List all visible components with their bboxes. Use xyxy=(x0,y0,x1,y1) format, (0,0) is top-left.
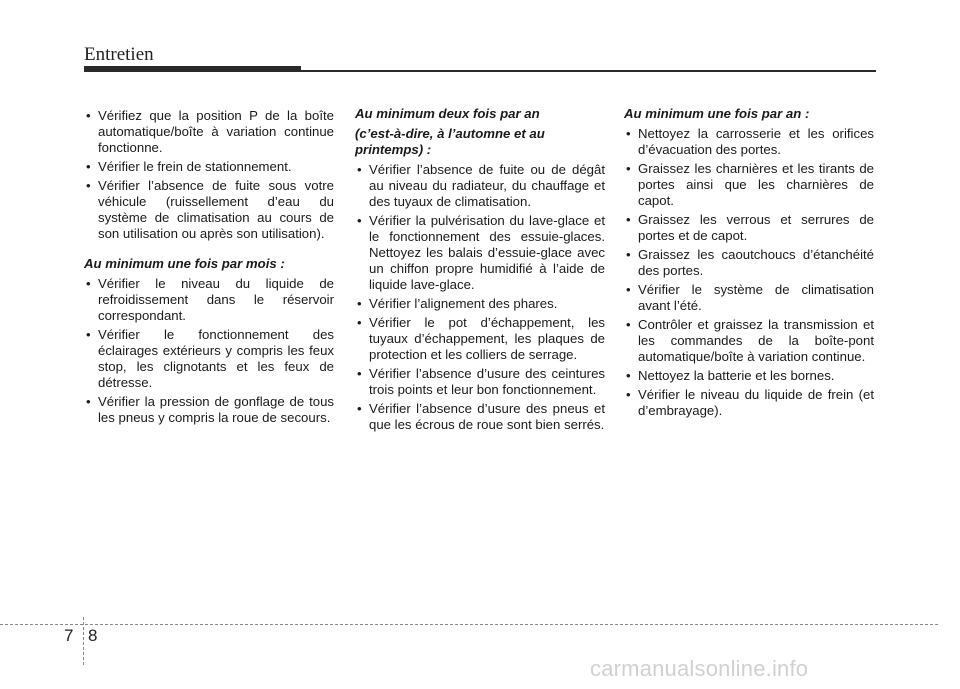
list-item: • Vérifier le niveau du liquide de frein (et d’embrayage). xyxy=(624,387,874,419)
list-item: • Nettoyez la batterie et les bornes. xyxy=(624,368,874,384)
list-item: • Vérifier le pot d’échappement, les tuyaux d’échappement, les plaques de protection et les colliers de serrage. xyxy=(355,315,605,363)
list-item: • Nettoyez la carrosserie et les orifices d’évacuation des portes. xyxy=(624,126,874,158)
list-item: • Contrôler et graissez la transmission et les commandes de la boîte-pont automatique/boîte à variation continue. xyxy=(624,317,874,365)
list-item: • Vérifier le système de climatisation avant l’été. xyxy=(624,282,874,314)
chapter-number: 7 xyxy=(64,626,74,645)
list-item: • Vérifier la pulvérisation du lave-glace et le fonctionnement des essuie-glaces. Nettoyez les balais d’essuie-glace avec un chiffon propre humidifié à l’aide de liquide lave-glace. xyxy=(355,213,605,293)
list-item: • Vérifier le fonctionnement des éclairages extérieurs y compris les feux stop, les clignotants et les feux de détresse. xyxy=(84,327,334,391)
header-rule-thick xyxy=(84,66,301,72)
bullet-list xyxy=(355,162,605,433)
header-rule-thin xyxy=(301,70,876,72)
column-1 xyxy=(84,108,334,429)
list-item: • Vérifiez que la position P de la boîte automatique/boîte à variation continue fonctionne. xyxy=(84,108,334,156)
section-heading-yearly: Au minimum une fois par an : xyxy=(624,106,810,121)
page-title: Entretien xyxy=(84,44,154,65)
list-item: • Vérifier le frein de stationnement. xyxy=(84,159,334,175)
list-item: • Graissez les caoutchoucs d’étanchéité des portes. xyxy=(624,247,874,279)
list-item: • Vérifier l’alignement des phares. xyxy=(355,296,605,312)
heading-line: (c’est-à-dire, à l’automne et au printemps) : xyxy=(355,126,545,157)
list-item: • Vérifier la pression de gonflage de tous les pneus y compris la roue de secours. xyxy=(84,394,334,426)
list-item: • Vérifier l’absence d’usure des pneus et que les écrous de roue sont bien serrés. xyxy=(355,401,605,433)
list-item: • Vérifier l’absence de fuite sous votre véhicule (ruissellement d’eau du système de climatisation au cours de son utilisation ou après son utilisation). xyxy=(84,178,334,242)
section-heading-twice-yearly xyxy=(355,106,605,158)
bullet-list xyxy=(84,108,334,242)
column-2 xyxy=(355,106,605,436)
column-3 xyxy=(624,106,874,422)
list-item: • Vérifier l’absence d’usure des ceintures trois points et leur bon fonctionnement. xyxy=(355,366,605,398)
list-item: • Vérifier le niveau du liquide de refroidissement dans le réservoir correspondant. xyxy=(84,276,334,324)
section-heading-monthly: Au minimum une fois par mois : xyxy=(84,256,285,271)
list-item: • Vérifier l’absence de fuite ou de dégât au niveau du radiateur, du chauffage et des tuyaux de climatisation. xyxy=(355,162,605,210)
list-item: • Graissez les verrous et serrures de portes et de capot. xyxy=(624,212,874,244)
footer-page-divider xyxy=(83,617,84,665)
bullet-list xyxy=(84,276,334,426)
page-number: 8 xyxy=(88,626,98,645)
list-item: • Graissez les charnières et les tirants de portes ainsi que les charnières de capot. xyxy=(624,161,874,209)
footer-dashed-line xyxy=(0,624,938,625)
watermark: carmanualsonline.info xyxy=(590,656,809,681)
bullet-list xyxy=(624,126,874,419)
heading-line: Au minimum deux fois par an xyxy=(355,106,540,121)
